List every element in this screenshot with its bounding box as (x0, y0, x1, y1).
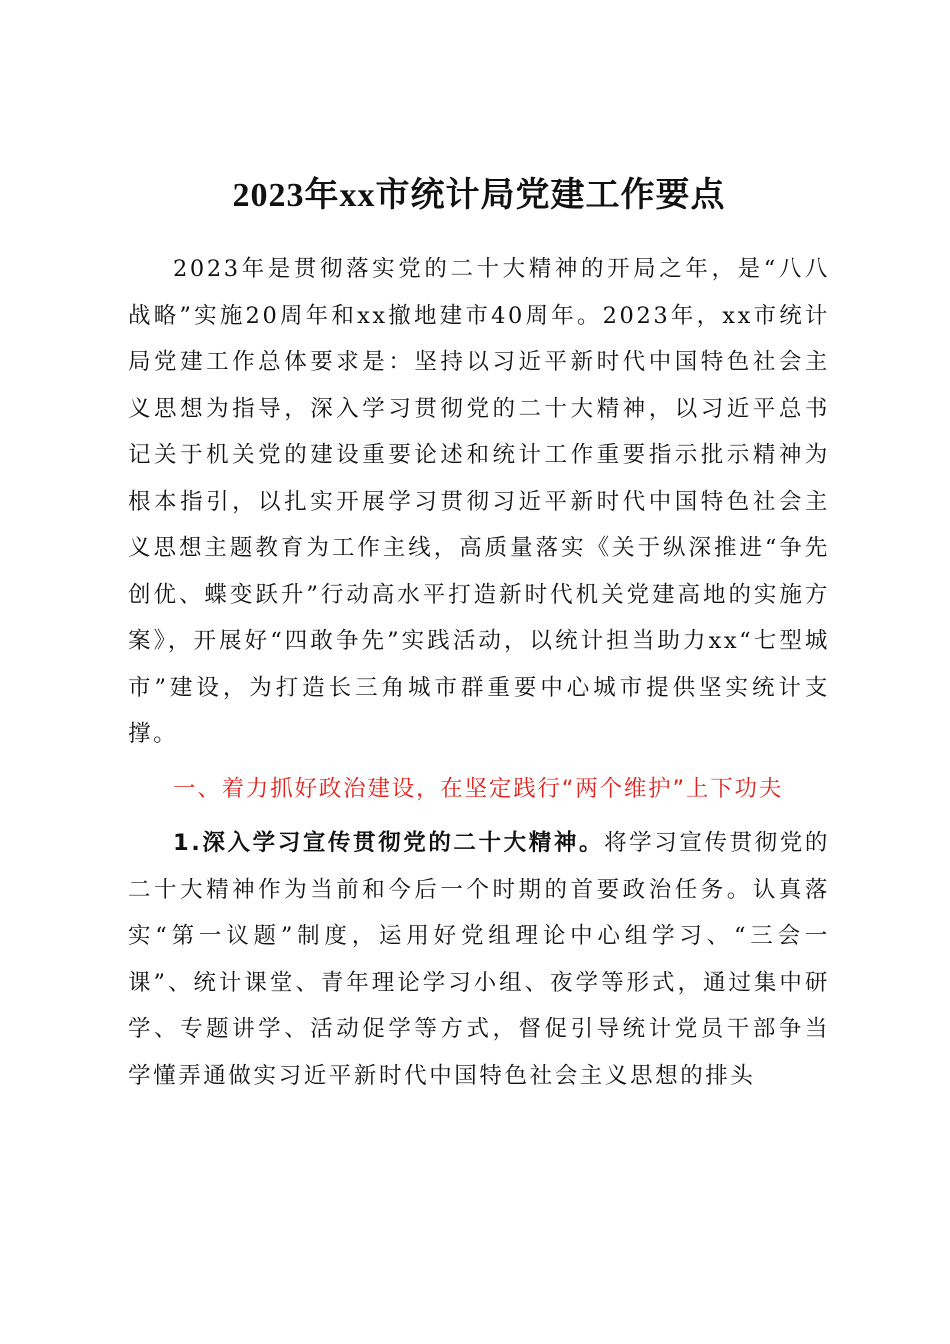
item-lead: 1.深入学习宣传贯彻党的二十大精神。 (173, 830, 605, 856)
document-title: 2023年xx市统计局党建工作要点 (232, 177, 726, 214)
intro-paragraph: 2023年是贯彻落实党的二十大精神的开局之年，是“八八战略”实施20周年和xx撤地建市40周年。2023年，xx市统计局党建工作总体要求是：坚持以习近平新时代中国特色社会主义思想为指导，深入学习贯彻党的二十大精神，以习近平总书记关于机关党的建设重要论述和统计工作重要指示批示精神为根本指引，以扎实开展学习贯彻习近平新时代中国特色社会主义思想主题教育为工作主线，高质量落实《关于纵深推进“争先创优、蝶变跃升”行动高水平打造新时代机关党建高地的实施方案》，开展好“四敢争先”实践活动，以统计担当助力xx“七型城市”建设，为打造长三角城市群重要中心城市提供坚实统计支撑。 (128, 256, 830, 747)
section-heading-1: 一、着力抓好政治建设，在坚定践行“两个维护”上下功夫 (173, 775, 784, 802)
section-1-item-1 (128, 820, 830, 1099)
document-page (128, 168, 830, 1099)
item-text: 将学习宣传贯彻党的二十大精神作为当前和今后一个时期的首要政治任务。认真落实“第一议题”制度，运用好党组理论中心组学习、“三会一课”、统计课堂、青年理论学习小组、夜学等形式，通过集中研学、专题讲学、活动促学等方式，督促引导统计党员干部争当学懂弄通做实习近平新时代中国特色社会主义思想的排头 (128, 830, 830, 1089)
